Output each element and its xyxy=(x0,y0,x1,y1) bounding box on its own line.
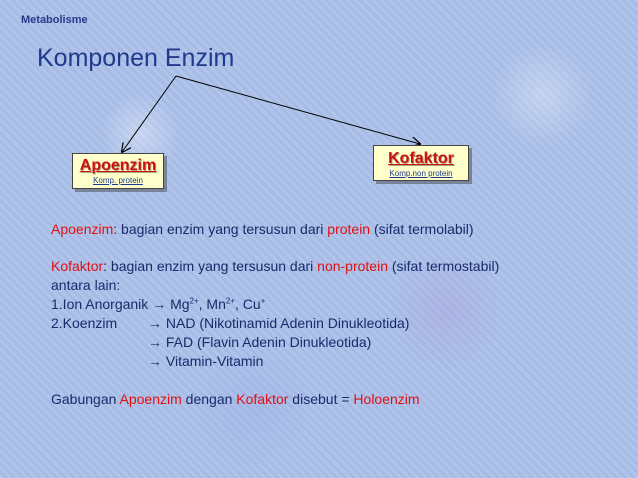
property-text: (sifat termostabil) xyxy=(387,258,500,274)
arrow-right-icon: → xyxy=(152,296,167,312)
kofaktor-box-label: Kofaktor xyxy=(388,150,454,167)
highlight-non-protein: non-protein xyxy=(317,258,388,274)
apoenzim-box-label: Apoenzim xyxy=(79,157,157,174)
ion-mg: Mg xyxy=(166,296,190,312)
definition-text: : bagian enzim yang tersusun dari xyxy=(113,221,328,237)
term-kofaktor: Kofaktor xyxy=(51,258,104,274)
ion-cu-charge: + xyxy=(260,296,266,306)
summary-text: disebut = xyxy=(288,391,354,407)
arrow-right-icon: → xyxy=(148,353,162,369)
arrow-to-apoenzim xyxy=(122,76,176,152)
item-prefix: 2.Koenzim xyxy=(51,315,118,331)
highlight-protein: protein xyxy=(327,221,371,237)
arrow-right-icon: → xyxy=(148,315,162,331)
property-text: (sifat termolabil) xyxy=(370,221,474,237)
summary-text: dengan xyxy=(181,391,237,407)
kofaktor-box-sub: Komp.non protein xyxy=(389,169,453,178)
koenzim-item-text: FAD (Flavin Adenin Dinukleotida) xyxy=(165,334,372,350)
ion-mg-charge: 2+ xyxy=(189,296,199,306)
apoenzim-box-sub: Komp. protein xyxy=(93,176,143,185)
definition-text: : bagian enzim yang tersusun dari xyxy=(103,258,318,274)
term-apoenzim: Apoenzim xyxy=(119,391,182,407)
ion-mn-charge: 2+ xyxy=(225,296,236,306)
ion-mn: , Mn xyxy=(198,296,226,312)
koenzim-item-nad xyxy=(148,315,409,332)
item-prefix: 1.Ion Anorganik xyxy=(51,296,153,312)
term-holoenzim: Holoenzim xyxy=(353,391,420,407)
ion-cu: , Cu xyxy=(235,296,261,312)
apoenzim-box xyxy=(72,153,164,189)
koenzim-item-text: NAD (Nikotinamid Adenin Dinukleotida) xyxy=(165,315,410,331)
kofaktor-box xyxy=(373,145,469,181)
topic-label: Metabolisme xyxy=(21,14,88,26)
koenzim-item-text: Vitamin-Vitamin xyxy=(165,353,264,369)
ion-anorganik-line xyxy=(51,296,265,313)
term-apoenzim: Apoenzim xyxy=(51,221,114,237)
antara-lain-line: antara lain: xyxy=(51,277,121,293)
arrow-to-kofaktor xyxy=(176,76,420,144)
kofaktor-definition xyxy=(51,258,499,275)
koenzim-item-fad xyxy=(148,334,371,351)
arrow-right-icon: → xyxy=(148,334,162,350)
apoenzim-definition xyxy=(51,221,474,238)
koenzim-line xyxy=(51,315,117,332)
term-kofaktor: Kofaktor xyxy=(236,391,289,407)
holoenzim-line xyxy=(51,391,420,408)
summary-text: Gabungan xyxy=(51,391,120,407)
koenzim-item-vitamin xyxy=(148,353,263,370)
slide-title: Komponen Enzim xyxy=(37,44,235,72)
